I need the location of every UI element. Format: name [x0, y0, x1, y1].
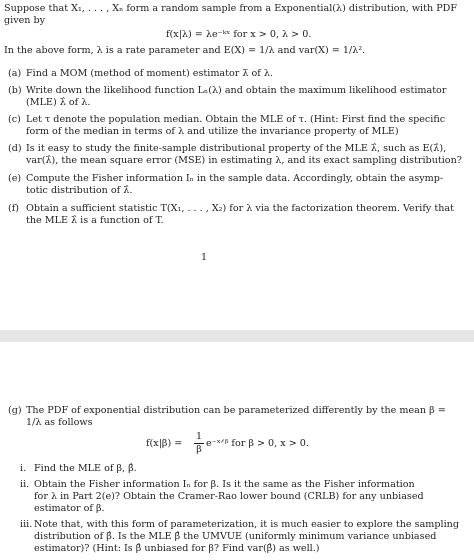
subquestion-ii-line-2: for λ in Part 2(e)? Obtain the Cramer-Rao lower bound (CRLB) for any unbiased — [34, 491, 424, 502]
question-a-label: (a) — [8, 68, 22, 79]
intro-line-2: given by — [4, 15, 46, 26]
pdf-formula: f(x|λ) = λe⁻ᵏˣ for x > 0, λ > 0. — [166, 29, 312, 40]
question-g-label: (g) — [8, 405, 22, 416]
subquestion-ii-label: ii. — [20, 479, 30, 490]
page-number: 1 — [201, 252, 208, 263]
question-c-line-2: form of the median in terms of λ and utilize the invariance property of MLE) — [26, 126, 399, 137]
subquestion-i-label: i. — [20, 463, 27, 474]
question-e-line-1: Compute the Fisher information Iₙ in the sample data. Accordingly, obtain the asymp- — [26, 173, 444, 184]
page-separator — [0, 330, 474, 342]
question-g-line-2: 1/λ as follows — [26, 417, 93, 428]
params-line: In the above form, λ is a rate parameter and E(X) = 1/λ and var(X) = 1/λ². — [4, 45, 366, 56]
question-e-line-2: totic distribution of λ̂. — [26, 185, 133, 196]
question-d-line-1: Is it easy to study the finite-sample distributional property of the MLE λ̂, such as E(λ̂), — [26, 143, 447, 154]
intro-line-1: Suppose that X₁, . . . , Xₙ form a random sample from a Exponential(λ) distribution, with PDF — [4, 3, 458, 14]
subquestion-iii-line-2: distribution of β̂. Is the MLE β̂ the UMVUE (uniformly minimum variance unbiased — [34, 531, 437, 542]
question-d-line-2: var(λ̂), the mean square error (MSE) in estimating λ, and its exact sampling distribution? — [26, 155, 462, 166]
question-f-line-1: Obtain a sufficient statistic T(X₁, . . . , X₂) for λ via the factorization theorem. Verify that — [26, 203, 455, 214]
subquestion-iii-label: iii. — [20, 519, 33, 530]
question-g-line-1: The PDF of exponential distribution can be parameterized differently by the mean β = — [26, 405, 446, 416]
subquestion-i-line-1: Find the MLE of β, β̂. — [34, 463, 137, 474]
question-d-label: (d) — [8, 143, 22, 154]
pdf-beta-lhs: f(x|β) = — [146, 438, 183, 449]
question-f-line-2: the MLE λ̂ is a function of T. — [26, 215, 164, 226]
subquestion-ii-line-1: Obtain the Fisher information Iₙ for β. Is it the same as the Fisher information — [34, 479, 415, 490]
pdf-beta-denominator: β — [196, 444, 202, 455]
pdf-beta-rhs: e⁻ˣᐟᵝ for β > 0, x > 0. — [206, 438, 309, 449]
question-f-label: (f) — [8, 203, 20, 214]
question-c-line-1: Let τ denote the population median. Obtain the MLE of τ. (Hint: First find the specific — [26, 114, 446, 125]
question-b-line-1: Write down the likelihood function Lₙ(λ) and obtain the maximum likelihood estimator — [26, 85, 447, 96]
question-b-line-2: (MLE) λ̂ of λ. — [26, 97, 91, 108]
subquestion-iii-line-3: estimator)? (Hint: Is β̂ unbiased for β? Find var(β̂) as well.) — [34, 543, 320, 554]
question-b-label: (b) — [8, 85, 22, 96]
subquestion-iii-line-1: Note that, with this form of parameterization, it is much easier to explore the sampling — [34, 519, 459, 530]
subquestion-ii-line-3: estimator of β. — [34, 503, 105, 514]
question-e-label: (e) — [8, 173, 22, 184]
question-c-label: (c) — [8, 114, 21, 125]
page-2 — [0, 342, 474, 560]
question-a-line-1: Find a MOM (method of moment) estimator λ̃ of λ. — [26, 68, 274, 79]
pdf-beta-numerator: 1 — [195, 431, 203, 442]
